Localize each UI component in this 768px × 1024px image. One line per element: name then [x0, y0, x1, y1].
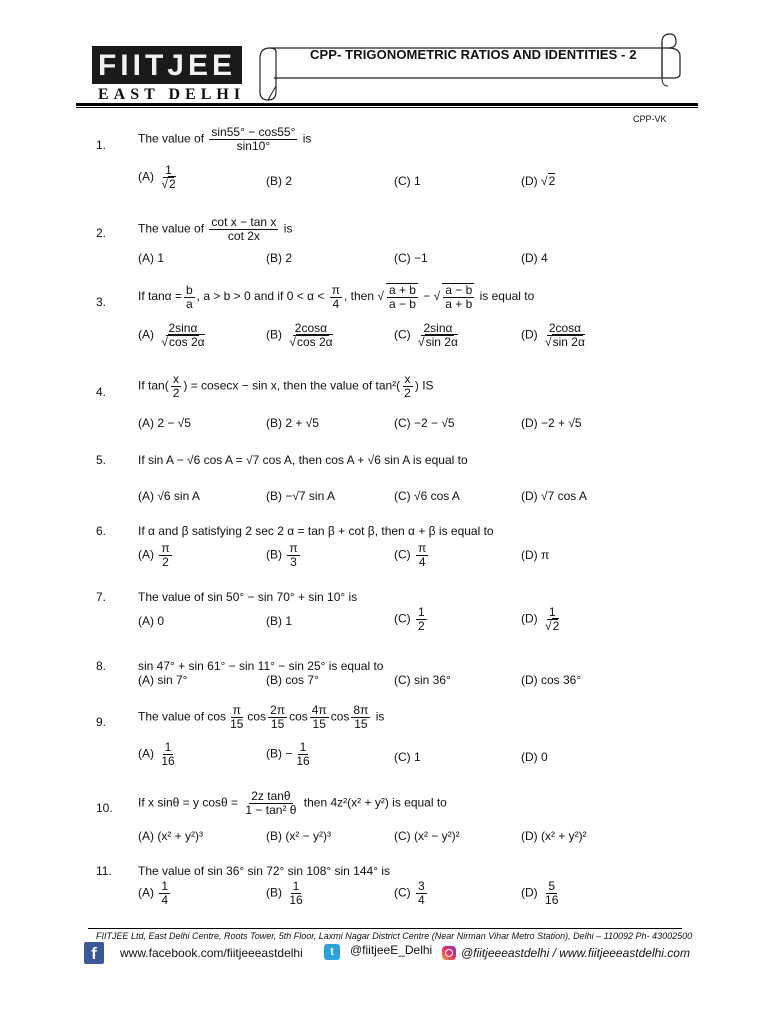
question-9-option-b: (B) − $\frac{1}{16}$ — [266, 740, 310, 768]
footer-rule — [88, 928, 682, 929]
question-1-option-d: (D) √2 — [521, 174, 556, 188]
instagram-and-website[interactable]: @fiitjeeeastdelhi / www.fiitjeeeastdelhi.com — [461, 946, 690, 960]
question-3-option-b: (B) $\frac{2\cos\alpha}{√\cos 2\alpha}$ — [266, 321, 333, 349]
question-2-option-d: (D) 4 — [521, 251, 548, 265]
question-4-option-b: (B) 2 + √5 — [266, 416, 319, 430]
question-10-option-a: (A) (x² + y²)³ — [138, 829, 203, 843]
question-10-option-b: (B) (x² − y²)³ — [266, 829, 331, 843]
question-10-number: 10. — [96, 801, 113, 815]
question-10-option-d: (D) (x² + y²)² — [521, 829, 587, 843]
question-6-option-d: (D) π — [521, 548, 550, 562]
question-8-text: sin 47° + sin 61° − sin 11° − sin 25° is equal to — [138, 659, 384, 673]
twitter-handle[interactable]: @fiitjeeE_Delhi — [350, 943, 433, 957]
question-9-option-c: (C) 1 — [394, 750, 421, 764]
question-8-number: 8. — [96, 659, 107, 673]
fiitjee-logo: FIITJEE — [97, 49, 237, 82]
question-7-option-c: (C) $\frac{1}{2}$ — [394, 605, 425, 633]
question-6-number: 6. — [96, 524, 107, 538]
question-3-text: If tanα = $\frac{b}{a}$ , a > b > 0 and if 0 < α < $\frac{\pi}{4}$ , then √ $\frac{a + b}{a - b}$ − √ $\frac{a - b}{a + b}$ is equal to — [138, 282, 535, 311]
question-6-option-b: (B) $\frac{\pi}{3}$ — [266, 541, 298, 569]
question-2-option-a: (A) 1 — [138, 251, 165, 265]
facebook-icon[interactable]: f — [84, 942, 104, 964]
scroll-banner — [256, 28, 686, 102]
question-1-number: 1. — [96, 138, 107, 152]
question-7-option-a: (A) 0 — [138, 614, 165, 628]
question-9-text: The value of cos $\frac{\pi}{15}$ cos $\frac{2\pi}{15}$ cos $\frac{4\pi}{15}$ cos $\frac{8\pi}{15}$ is — [138, 703, 385, 731]
logo-subtitle: EAST DELHI — [98, 86, 246, 103]
question-8-option-a: (A) sin 7° — [138, 673, 188, 687]
question-5-option-d: (D) √7 cos A — [521, 489, 587, 503]
question-4-number: 4. — [96, 385, 107, 399]
question-4-text: If tan( $\frac{x}{2}$ ) = cosecx − sin x, then the value of tan²( $\frac{x}{2}$ ) IS — [138, 372, 434, 400]
question-10-text: If x sinθ = y cosθ = $\frac{\text{2z tanθ}}{\text{1 − tan² θ}}$ then 4z²(x² + y²) is equal to — [138, 789, 447, 817]
question-8-option-d: (D) cos 36° — [521, 673, 582, 687]
question-8-option-b: (B) cos 7° — [266, 673, 319, 687]
header-rule — [76, 103, 698, 106]
question-8-option-c: (C) sin 36° — [394, 673, 451, 687]
question-1-option-c: (C) 1 — [394, 174, 421, 188]
document-code: CPP-VK — [633, 114, 667, 124]
instagram-icon[interactable] — [442, 946, 456, 960]
document-title: CPP- TRIGONOMETRIC RATIOS AND IDENTITIES - 2 — [310, 47, 637, 62]
header-rule-thin — [76, 107, 698, 108]
question-3-option-c: (C) $\frac{2\sin\alpha}{√\sin 2\alpha}$ — [394, 321, 458, 349]
question-7-text: The value of sin 50° − sin 70° + sin 10° is — [138, 590, 358, 604]
question-11-number: 11. — [96, 864, 112, 878]
footer-address: FIITJEE Ltd, East Delhi Centre, Roots Tower, 5th Floor, Laxmi Nagar District Centre (Near Nirman Vihar Metro Station), Delhi – 110092 Ph- 43002500 — [96, 931, 693, 941]
question-4-option-d: (D) −2 + √5 — [521, 416, 582, 430]
question-6-option-a: (A) $\frac{\pi}{2}$ — [138, 541, 170, 569]
question-2-option-c: (C) −1 — [394, 251, 428, 265]
question-3-option-d: (D) $\frac{2\cos\alpha}{√\sin 2\alpha}$ — [521, 321, 585, 349]
question-11-text: The value of sin 36° sin 72° sin 108° sin 144° is — [138, 864, 391, 878]
question-5-number: 5. — [96, 453, 107, 467]
question-7-option-d: (D) $\frac{1}{√2}$ — [521, 605, 560, 633]
question-2-option-b: (B) 2 — [266, 251, 293, 265]
question-3-option-a: (A) $\frac{2\sin\alpha}{√\cos 2\alpha}$ — [138, 321, 205, 349]
question-5-option-c: (C) √6 cos A — [394, 489, 460, 503]
twitter-icon[interactable]: t — [324, 944, 340, 960]
question-3-number: 3. — [96, 295, 107, 309]
question-5-option-b: (B) −√7 sin A — [266, 489, 335, 503]
question-1-text: The value of $\frac{\sin 55^\circ - \cos 55^\circ}{\sin 10^\circ}$ is — [138, 125, 312, 153]
question-9-option-d: (D) 0 — [521, 750, 548, 764]
question-11-option-a: (A) $\frac{1}{4}$ — [138, 879, 169, 907]
question-11-option-c: (C) $\frac{3}{4}$ — [394, 879, 425, 907]
question-4-option-a: (A) 2 − √5 — [138, 416, 191, 430]
question-11-option-b: (B) $\frac{1}{16}$ — [266, 879, 303, 907]
facebook-link[interactable]: www.facebook.com/fiitjeeeastdelhi — [120, 946, 303, 960]
question-9-option-a: (A) $\frac{1}{16}$ — [138, 740, 175, 768]
question-2-text: The value of $\frac{\text{cot x − tan x}}{\cot 2x}$ is — [138, 215, 293, 243]
question-6-text: If α and β satisfying 2 sec 2 α = tan β + cot β, then α + β is equal to — [138, 524, 494, 538]
question-7-number: 7. — [96, 590, 107, 604]
question-11-option-d: (D) $\frac{5}{16}$ — [521, 879, 559, 907]
question-7-option-b: (B) 1 — [266, 614, 293, 628]
question-5-text: If sin A − √6 cos A = √7 cos A, then cos A + √6 sin A is equal to — [138, 453, 468, 467]
question-5-option-a: (A) √6 sin A — [138, 489, 200, 503]
question-10-option-c: (C) (x² − y²)² — [394, 829, 460, 843]
question-6-option-c: (C) $\frac{\pi}{4}$ — [394, 541, 427, 569]
question-1-option-a: (A) $\frac{1}{√2}$ — [138, 163, 176, 191]
question-4-option-c: (C) −2 − √5 — [394, 416, 455, 430]
question-1-option-b: (B) 2 — [266, 174, 293, 188]
question-2-number: 2. — [96, 226, 107, 240]
question-9-number: 9. — [96, 715, 107, 729]
